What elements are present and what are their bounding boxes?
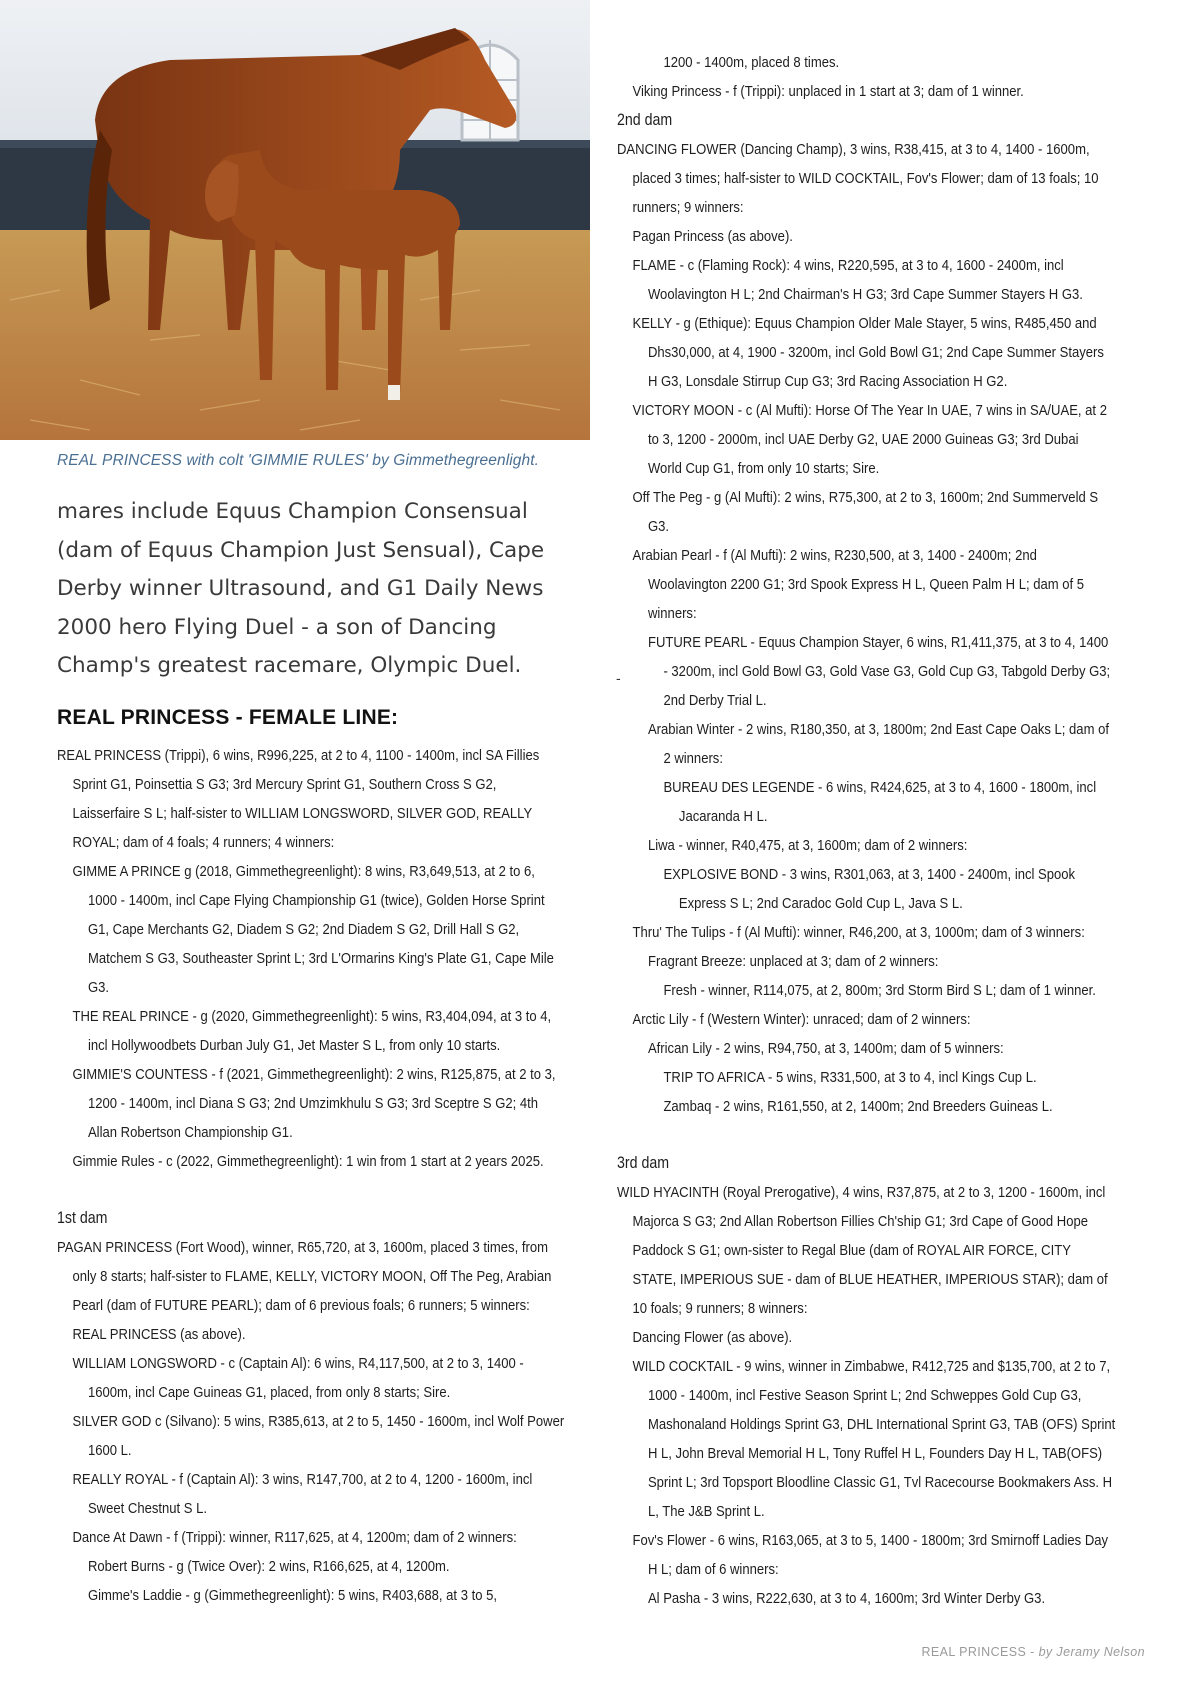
pedigree-entry: SILVER GOD c (Silvano): 5 wins, R385,613, at 2 to 5, 1450 - 1600m, incl Wolf Power 1600 L. [72, 1413, 565, 1459]
pedigree-entry: GIMME A PRINCE g (2018, Gimmethegreenlight): 8 wins, R3,649,513, at 2 to 6, 1000 - 1400m, incl Cape Flying Championship G1 (twice), Golden Horse Sprint G1, Cape Merchants G2, Diadem S G2; 2nd Diadem S G2, Drill Hall S G2, Matchem S G3, Southeaster Sprint L; 3rd L'Ormarins King's Plate G1, Cape Mile G3. [72, 863, 554, 996]
pedigree-entry: Fov's Flower - 6 wins, R163,065, at 3 to 5, 1400 - 1800m; 3rd Smirnoff Ladies Day H L; dam of 6 winners: [632, 1532, 1109, 1578]
pedigree-entry: VICTORY MOON - c (Al Mufti): Horse Of The Year In UAE, 7 wins in SA/UAE, at 2 to 3, 1200 - 2000m, incl UAE Derby G2, UAE 2000 Guineas G3; 3rd Dubai World Cup G1, from only 10 starts; Sire. [632, 402, 1107, 477]
female-line-heading: REAL PRINCESS - FEMALE LINE: [57, 706, 399, 729]
dam-heading: 2nd dam [617, 111, 673, 129]
pedigree-entry: Off The Peg - g (Al Mufti): 2 wins, R75,300, at 2 to 3, 1600m; 2nd Summerveld S G3. [632, 489, 1099, 535]
pedigree-entry: TRIP TO AFRICA - 5 wins, R331,500, at 3 to 4, incl Kings Cup L. [663, 1069, 1037, 1086]
pedigree-entry: REAL PRINCESS (Trippi), 6 wins, R996,225, at 2 to 4, 1100 - 1400m, incl SA Fillies Sprint G1, Poinsettia S G3; 3rd Mercury Sprint G1, Southern Cross S G2, Laisserfaire S L; half-sister to WILLIAM LONGSWORD, SILVER GOD, REALLY ROYAL; dam of 4 foals; 4 runners; 4 winners: [57, 747, 540, 851]
footer-separator: - [1026, 1645, 1039, 1659]
pedigree-entry: Fragrant Breeze: unplaced at 3; dam of 2 winners: [647, 953, 939, 970]
pedigree-entry: EXPLOSIVE BOND - 3 wins, R301,063, at 3, 1400 - 2400m, incl Spook Express S L; 2nd Caradoc Gold Cup L, Java S L. [663, 866, 1076, 912]
pedigree-entry: KELLY - g (Ethique): Equus Champion Older Male Stayer, 5 wins, R485,450 and Dhs30,000, at 4, 1900 - 3200m, incl Gold Bowl G1; 2nd Cape Summer Stayers H G3, Lonsdale Stirrup Cup G3; 3rd Racing Association H G2. [632, 315, 1104, 390]
pedigree-entry: Gimmie Rules - c (2022, Gimmethegreenlight): 1 win from 1 start at 2 years 2025. [72, 1153, 544, 1170]
pedigree-entry: Pagan Princess (as above). [632, 228, 793, 245]
pedigree-entry: REAL PRINCESS (as above). [72, 1326, 246, 1343]
dam-heading: 1st dam [57, 1209, 108, 1227]
photo-caption: REAL PRINCESS with colt 'GIMMIE RULES' by Gimmethegreenlight. [57, 452, 540, 469]
page-footer [921, 1645, 1145, 1659]
dam-heading: 3rd dam [617, 1154, 670, 1172]
pedigree-entry: Zambaq - 2 wins, R161,550, at 2, 1400m; 2nd Breeders Guineas L. [663, 1098, 1053, 1115]
pedigree-entry: WILLIAM LONGSWORD - c (Captain Al): 6 wins, R4,117,500, at 2 to 3, 1400 - 1600m, incl Cape Guineas G1, placed, from only 8 starts; Sire. [72, 1355, 524, 1401]
pedigree-entry: Liwa - winner, R40,475, at 3, 1600m; dam of 2 winners: [647, 837, 968, 854]
pedigree-entry: FUTURE PEARL - Equus Champion Stayer, 6 wins, R1,411,375, at 3 to 4, 1400 - 3200m, incl Gold Bowl G3, Gold Vase G3, Gold Cup G3, Tabgold Derby G3; 2nd Derby Trial L. [647, 634, 1111, 709]
stable-photo-illustration [0, 0, 590, 440]
pedigree-entry: Gimme's Laddie - g (Gimmethegreenlight): 5 wins, R403,688, at 3 to 5, [87, 1587, 498, 1604]
pedigree-entry: 1200 - 1400m, placed 8 times. [663, 54, 840, 71]
pedigree-entry: Thru' The Tulips - f (Al Mufti): winner, R46,200, at 3, 1000m; dam of 3 winners: [632, 924, 1085, 941]
pedigree-entry: WILD HYACINTH (Royal Prerogative), 4 wins, R37,875, at 2 to 3, 1200 - 1600m, incl Majorca S G3; 2nd Allan Robertson Fillies Ch'ship G1; 3rd Cape of Good Hope Paddock S G1; own-sister to Regal Blue (dam of ROYAL AIR FORCE, CITY STATE, IMPERIOUS SUE - dam of BLUE HEATHER, IMPERIOUS STAR); dam of 10 foals; 9 runners; 8 winners: [617, 1184, 1108, 1317]
pedigree-entry: Arctic Lily - f (Western Winter): unraced; dam of 2 winners: [632, 1011, 971, 1028]
pedigree-entry: Al Pasha - 3 wins, R222,630, at 3 to 4, 1600m; 3rd Winter Derby G3. [647, 1590, 1046, 1607]
pedigree-entry: Fresh - winner, R114,075, at 2, 800m; 3rd Storm Bird S L; dam of 1 winner. [663, 982, 1096, 999]
pedigree-left-column [57, 741, 564, 1610]
pedigree-entry: THE REAL PRINCE - g (2020, Gimmethegreenlight): 5 wins, R3,404,094, at 3 to 4, incl Hollywoodbets Durban July G1, Jet Master S L, from only 10 starts. [72, 1008, 552, 1054]
pedigree-entry: Dance At Dawn - f (Trippi): winner, R117,625, at 4, 1200m; dam of 2 winners: [72, 1529, 517, 1546]
pedigree-entry: REALLY ROYAL - f (Captain Al): 3 wins, R147,700, at 2 to 4, 1200 - 1600m, incl Sweet Chestnut S L. [72, 1471, 533, 1517]
pedigree-entry: DANCING FLOWER (Dancing Champ), 3 wins, R38,415, at 3 to 4, 1400 - 1600m, placed 3 times; half-sister to WILD COCKTAIL, Fov's Flower; dam of 13 foals; 10 runners; 9 winners: [617, 141, 1099, 216]
intro-paragraph: mares include Equus Champion Consensual (dam of Equus Champion Just Sensual), Cape Derby winner Ultrasound, and G1 Daily News 2000 hero Flying Duel - a son of Dancing Champ's greatest racemare, Olympic Duel. [57, 499, 545, 678]
stray-dash-mark: - [616, 670, 621, 686]
footer-byline: by Jeramy Nelson [1038, 1645, 1145, 1659]
pedigree-entry: GIMMIE'S COUNTESS - f (2021, Gimmethegreenlight): 2 wins, R125,875, at 2 to 3, 1200 - 1400m, incl Diana S G3; 2nd Umzimkhulu S G3; 3rd Sceptre S G2; 4th Allan Robertson Championship G1. [72, 1066, 556, 1141]
pedigree-entry: BUREAU DES LEGENDE - 6 wins, R424,625, at 3 to 4, 1600 - 1800m, incl Jacaranda H L. [663, 779, 1097, 825]
pedigree-entry: Robert Burns - g (Twice Over): 2 wins, R166,625, at 4, 1200m. [87, 1558, 450, 1575]
pedigree-entry: Arabian Pearl - f (Al Mufti): 2 wins, R230,500, at 3, 1400 - 2400m; 2nd Woolavington 2200 G1; 3rd Spook Express H L, Queen Palm H L; dam of 5 winners: [632, 547, 1085, 622]
pedigree-entry: FLAME - c (Flaming Rock): 4 wins, R220,595, at 3 to 4, 1600 - 2400m, incl Woolavington H L; 2nd Chairman's H G3; 3rd Cape Summer Stayers H G3. [632, 257, 1083, 303]
pedigree-entry: African Lily - 2 wins, R94,750, at 3, 1400m; dam of 5 winners: [647, 1040, 1004, 1057]
pedigree-entry: WILD COCKTAIL - 9 wins, winner in Zimbabwe, R412,725 and $135,700, at 2 to 7, 1000 - 1400m, incl Festive Season Sprint L; 2nd Schweppes Gold Cup G3, Mashonaland Holdings Sprint G3, DHL International Sprint G3, TAB (OFS) Sprint H L, John Breval Memorial H L, Tony Ruffel H L, Founders Day H L, TAB(OFS) Sprint L; 3rd Topsport Bloodline Classic G1, Tvl Racecourse Bookmakers Ass. H L, The J&B Sprint L. [632, 1358, 1116, 1520]
pedigree-entry: Dancing Flower (as above). [632, 1329, 793, 1346]
pedigree-entry: Viking Princess - f (Trippi): unplaced in 1 start at 3; dam of 1 winner. [632, 83, 1024, 100]
pedigree-right-column [617, 48, 1116, 1613]
pedigree-entry: Arabian Winter - 2 wins, R180,350, at 3, 1800m; 2nd East Cape Oaks L; dam of 2 winners: [647, 721, 1109, 767]
footer-title: REAL PRINCESS [921, 1645, 1027, 1659]
pedigree-entry: PAGAN PRINCESS (Fort Wood), winner, R65,720, at 3, 1600m, placed 3 times, from only 8 starts; half-sister to FLAME, KELLY, VICTORY MOON, Off The Peg, Arabian Pearl (dam of FUTURE PEARL); dam of 6 previous foals; 6 runners; 5 winners: [57, 1239, 552, 1314]
mare-and-foal-photo [0, 0, 590, 440]
